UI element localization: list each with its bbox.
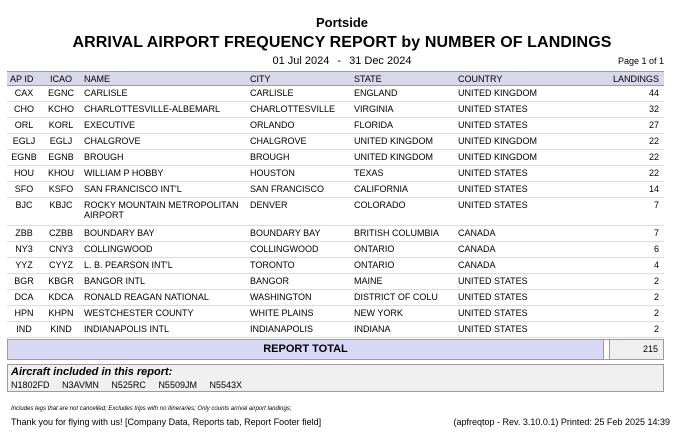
date-from: 01 Jul 2024	[272, 55, 330, 67]
cell-ap-id: ZBB	[7, 226, 41, 242]
cell-ap-id: CAX	[7, 86, 41, 102]
cell-landings: 27	[605, 118, 664, 134]
cell-ap-id: CHO	[7, 102, 41, 118]
cell-landings: 4	[605, 258, 664, 274]
cell-icao: CNY3	[41, 242, 81, 258]
aircraft-tail: N5509JM	[158, 380, 197, 390]
cell-country: UNITED STATES	[455, 118, 605, 134]
cell-landings: 7	[605, 198, 664, 226]
cell-landings: 2	[605, 306, 664, 322]
table-row	[7, 102, 664, 118]
cell-landings: 6	[605, 242, 664, 258]
cell-ap-id: SFO	[7, 182, 41, 198]
table-row	[7, 198, 664, 226]
aircraft-tail: N5543X	[209, 380, 243, 390]
cell-name: CARLISLE	[81, 86, 247, 102]
cell-city: WASHINGTON	[247, 290, 351, 306]
cell-icao: CZBB	[41, 226, 81, 242]
cell-icao: EGLJ	[41, 134, 81, 150]
cell-city: CARLISLE	[247, 86, 351, 102]
cell-city: HOUSTON	[247, 166, 351, 182]
cell-landings: 2	[605, 322, 664, 338]
cell-city: DENVER	[247, 198, 351, 226]
cell-city: BOUNDARY BAY	[247, 226, 351, 242]
cell-country: UNITED STATES	[455, 306, 605, 322]
aircraft-list	[11, 380, 252, 390]
table-row	[7, 322, 664, 338]
cell-country: UNITED STATES	[455, 102, 605, 118]
cell-state: UNITED KINGDOM	[351, 134, 455, 150]
cell-country: CANADA	[455, 226, 605, 242]
cell-name: WESTCHESTER COUNTY	[81, 306, 247, 322]
table-row	[7, 134, 664, 150]
date-to: 31 Dec 2024	[349, 55, 412, 67]
table-row	[7, 258, 664, 274]
table-row	[7, 166, 664, 182]
cell-city: TORONTO	[247, 258, 351, 274]
cell-icao: KSFO	[41, 182, 81, 198]
cell-state: ONTARIO	[351, 242, 455, 258]
cell-country: UNITED STATES	[455, 198, 605, 226]
cell-ap-id: BGR	[7, 274, 41, 290]
cell-icao: KBJC	[41, 198, 81, 226]
cell-name: WILLIAM P HOBBY	[81, 166, 247, 182]
frequency-table	[7, 71, 664, 338]
aircraft-tail: N525RC	[111, 380, 146, 390]
cell-icao: KHOU	[41, 166, 81, 182]
cell-name: INDIANAPOLIS INTL	[81, 322, 247, 338]
cell-city: INDIANAPOLIS	[247, 322, 351, 338]
cell-state: COLORADO	[351, 198, 455, 226]
cell-country: UNITED KINGDOM	[455, 150, 605, 166]
cell-city: WHITE PLAINS	[247, 306, 351, 322]
cell-icao: KHPN	[41, 306, 81, 322]
cell-city: COLLINGWOOD	[247, 242, 351, 258]
cell-city: BROUGH	[247, 150, 351, 166]
cell-icao: KORL	[41, 118, 81, 134]
report-total-value: 215	[642, 344, 658, 354]
cell-state: ONTARIO	[351, 258, 455, 274]
cell-country: UNITED STATES	[455, 274, 605, 290]
cell-state: MAINE	[351, 274, 455, 290]
table-row	[7, 86, 664, 102]
cell-country: CANADA	[455, 242, 605, 258]
table-header-row	[7, 72, 664, 86]
cell-landings: 7	[605, 226, 664, 242]
date-separator: -	[337, 55, 342, 67]
cell-name: RONALD REAGAN NATIONAL	[81, 290, 247, 306]
cell-name: BROUGH	[81, 150, 247, 166]
cell-state: UNITED KINGDOM	[351, 150, 455, 166]
table-row	[7, 290, 664, 306]
cell-landings: 22	[605, 134, 664, 150]
cell-landings: 22	[605, 166, 664, 182]
cell-name: BANGOR INTL	[81, 274, 247, 290]
cell-icao: KIND	[41, 322, 81, 338]
table-row	[7, 118, 664, 134]
report-total-label: REPORT TOTAL	[8, 340, 604, 359]
cell-landings: 44	[605, 86, 664, 102]
cell-state: BRITISH COLUMBIA	[351, 226, 455, 242]
col-header-ap-id: AP ID	[7, 72, 41, 86]
cell-landings: 14	[605, 182, 664, 198]
cell-ap-id: EGNB	[7, 150, 41, 166]
table-row	[7, 226, 664, 242]
cell-country: UNITED STATES	[455, 166, 605, 182]
cell-ap-id: EGLJ	[7, 134, 41, 150]
cell-state: DISTRICT OF COLU	[351, 290, 455, 306]
cell-ap-id: DCA	[7, 290, 41, 306]
page-number: Page 1 of 1	[617, 56, 664, 66]
cell-landings: 2	[605, 274, 664, 290]
cell-icao: EGNB	[41, 150, 81, 166]
cell-city: CHALGROVE	[247, 134, 351, 150]
cell-name: COLLINGWOOD	[81, 242, 247, 258]
cell-icao: KDCA	[41, 290, 81, 306]
cell-ap-id: YYZ	[7, 258, 41, 274]
col-header-state: STATE	[351, 72, 455, 86]
cell-state: TEXAS	[351, 166, 455, 182]
cell-icao: EGNC	[41, 86, 81, 102]
cell-name: SAN FRANCISCO INT'L	[81, 182, 247, 198]
date-range	[0, 55, 684, 67]
cell-ap-id: HPN	[7, 306, 41, 322]
cell-ap-id: BJC	[7, 198, 41, 226]
col-header-icao: ICAO	[41, 72, 81, 86]
cell-icao: CYYZ	[41, 258, 81, 274]
cell-country: UNITED STATES	[455, 322, 605, 338]
footer-note: Includes legs that are not cancelled; Excludes trips with no itineraries; Only counts arrival airport landings;	[11, 406, 292, 412]
aircraft-tail: N3AVMN	[62, 380, 99, 390]
company-name: Portside	[315, 15, 368, 30]
cell-state: ENGLAND	[351, 86, 455, 102]
footer-right: (apfreqtop - Rev. 3.10.0.1) Printed: 25 Feb 2025 14:39	[453, 417, 670, 427]
cell-state: VIRGINIA	[351, 102, 455, 118]
cell-ap-id: ORL	[7, 118, 41, 134]
cell-city: SAN FRANCISCO	[247, 182, 351, 198]
cell-landings: 2	[605, 290, 664, 306]
table-row	[7, 306, 664, 322]
cell-landings: 22	[605, 150, 664, 166]
cell-country: UNITED KINGDOM	[455, 86, 605, 102]
cell-name: EXECUTIVE	[81, 118, 247, 134]
cell-landings: 32	[605, 102, 664, 118]
col-header-country: COUNTRY	[455, 72, 605, 86]
col-header-landings: LANDINGS	[605, 72, 664, 86]
cell-city: ORLANDO	[247, 118, 351, 134]
col-header-city: CITY	[247, 72, 351, 86]
cell-ap-id: NY3	[7, 242, 41, 258]
cell-ap-id: IND	[7, 322, 41, 338]
aircraft-box	[7, 364, 664, 392]
cell-name: BOUNDARY BAY	[81, 226, 247, 242]
cell-name: CHALGROVE	[81, 134, 247, 150]
cell-state: INDIANA	[351, 322, 455, 338]
cell-country: UNITED STATES	[455, 182, 605, 198]
cell-city: CHARLOTTESVILLE	[247, 102, 351, 118]
report-title: ARRIVAL AIRPORT FREQUENCY REPORT by NUMBER OF LANDINGS	[72, 34, 612, 51]
cell-state: NEW YORK	[351, 306, 455, 322]
cell-icao: KCHO	[41, 102, 81, 118]
cell-ap-id: HOU	[7, 166, 41, 182]
cell-country: UNITED KINGDOM	[455, 134, 605, 150]
table-row	[7, 150, 664, 166]
footer-left: Thank you for flying with us! [Company Data, Reports tab, Report Footer field]	[11, 417, 322, 427]
aircraft-tail: N1802FD	[11, 380, 50, 390]
cell-country: CANADA	[455, 258, 605, 274]
table-row	[7, 182, 664, 198]
report-total-bar	[7, 339, 664, 360]
table-row	[7, 242, 664, 258]
cell-state: FLORIDA	[351, 118, 455, 134]
cell-country: UNITED STATES	[455, 290, 605, 306]
cell-name: CHARLOTTESVILLE-ALBEMARL	[81, 102, 247, 118]
aircraft-title: Aircraft included in this report:	[11, 366, 173, 378]
cell-name: L. B. PEARSON INT'L	[81, 258, 247, 274]
col-header-name: NAME	[81, 72, 247, 86]
cell-icao: KBGR	[41, 274, 81, 290]
cell-name: ROCKY MOUNTAIN METROPOLITAN AIRPORT	[81, 198, 247, 226]
table-row	[7, 274, 664, 290]
cell-state: CALIFORNIA	[351, 182, 455, 198]
cell-city: BANGOR	[247, 274, 351, 290]
